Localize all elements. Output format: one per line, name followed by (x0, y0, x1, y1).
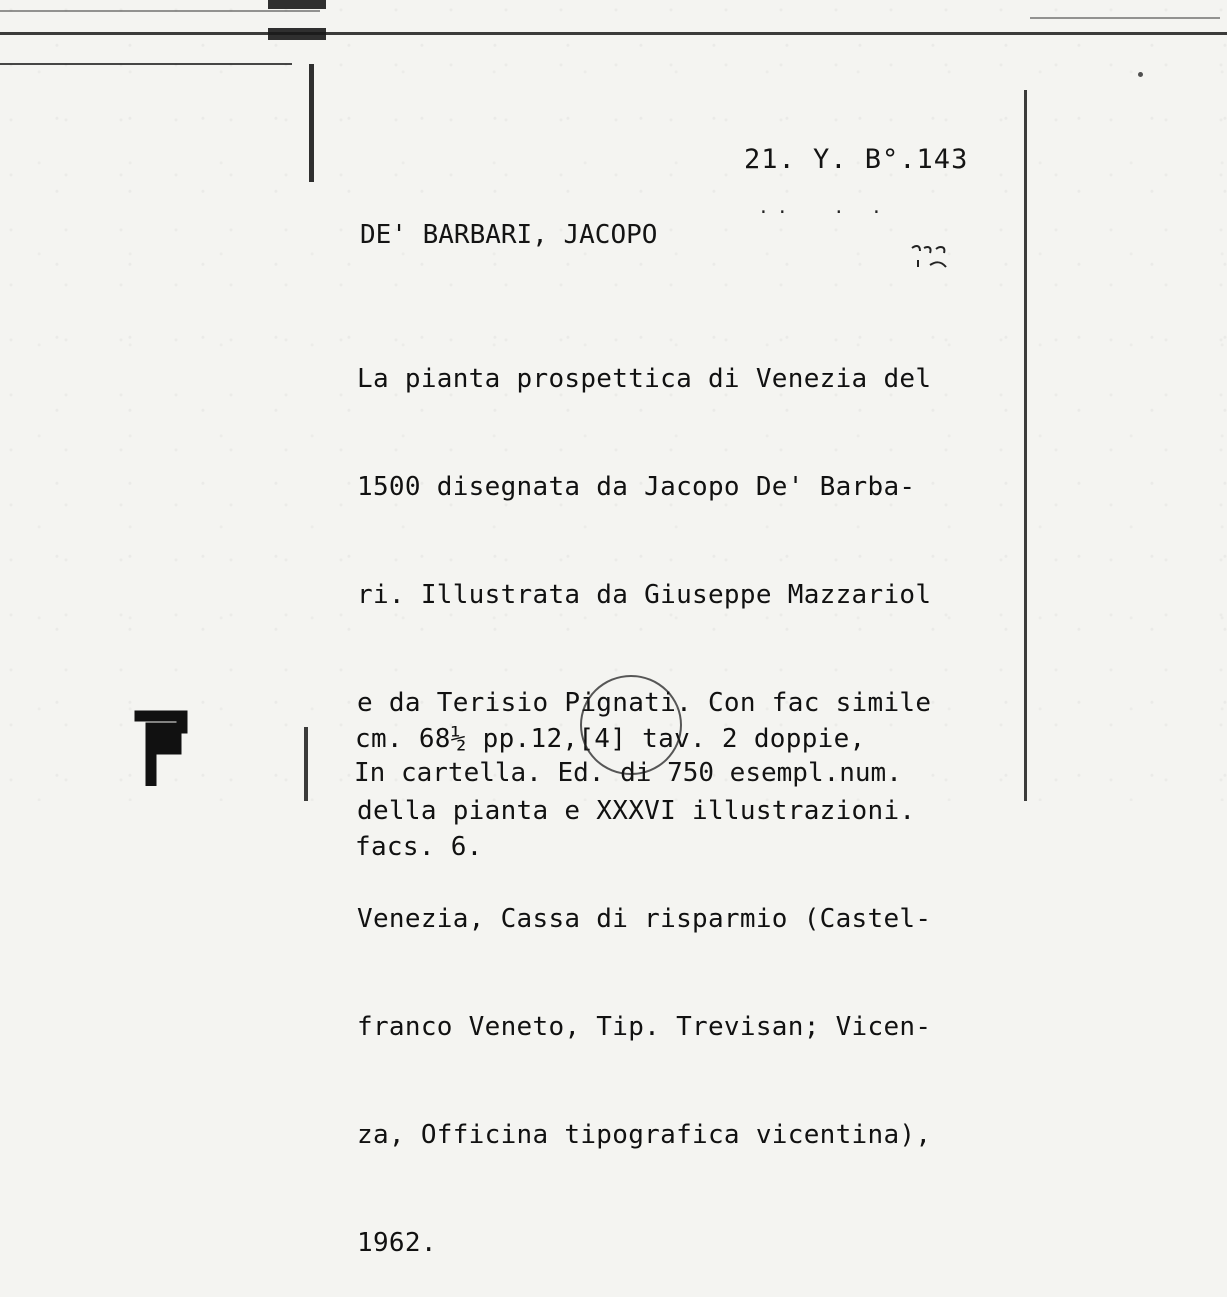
description-line: 1962. (357, 1228, 437, 1258)
description-line: 1500 disegnata da Jacopo De' Barba- (357, 472, 916, 502)
description-line: za, Officina tipografica vicentina), (357, 1120, 932, 1150)
top-border-line (0, 32, 1227, 35)
handwritten-mark (908, 244, 956, 292)
description-line: ri. Illustrata da Giuseppe Mazzariol (357, 580, 932, 610)
binding-clip (268, 0, 326, 9)
binding-mark-bottom (304, 727, 308, 801)
physical-line: facs. 6. (355, 832, 483, 862)
binding-clip-lower (268, 28, 326, 40)
author-heading: DE' BARBARI, JACOPO (360, 220, 658, 250)
description-line: franco Veneto, Tip. Trevisan; Vicen- (357, 1012, 932, 1042)
edition-note: In cartella. Ed. di 750 esempl.num. (354, 758, 902, 788)
description-line: La pianta prospettica di Venezia del (357, 364, 932, 394)
right-card-edge (1024, 90, 1027, 801)
ink-dot (1138, 72, 1143, 77)
left-margin-line (0, 63, 292, 65)
physical-line: cm. 68½ pp.12,[4] tav. 2 doppie, (355, 724, 866, 754)
f-mark (130, 704, 190, 786)
description-line: e da Terisio Pignati. Con fac simile (357, 688, 932, 718)
binding-mark-top (309, 64, 314, 182)
typewriter-dots: .. . . (758, 197, 890, 218)
shelfmark: 21. Y. B°.143 (744, 144, 969, 175)
description-line: della pianta e XXXVI illustrazioni. (357, 796, 916, 826)
top-border-line-right (1030, 17, 1220, 19)
top-border-line-faint (0, 10, 320, 12)
description-line: Venezia, Cassa di risparmio (Castel- (357, 904, 932, 934)
